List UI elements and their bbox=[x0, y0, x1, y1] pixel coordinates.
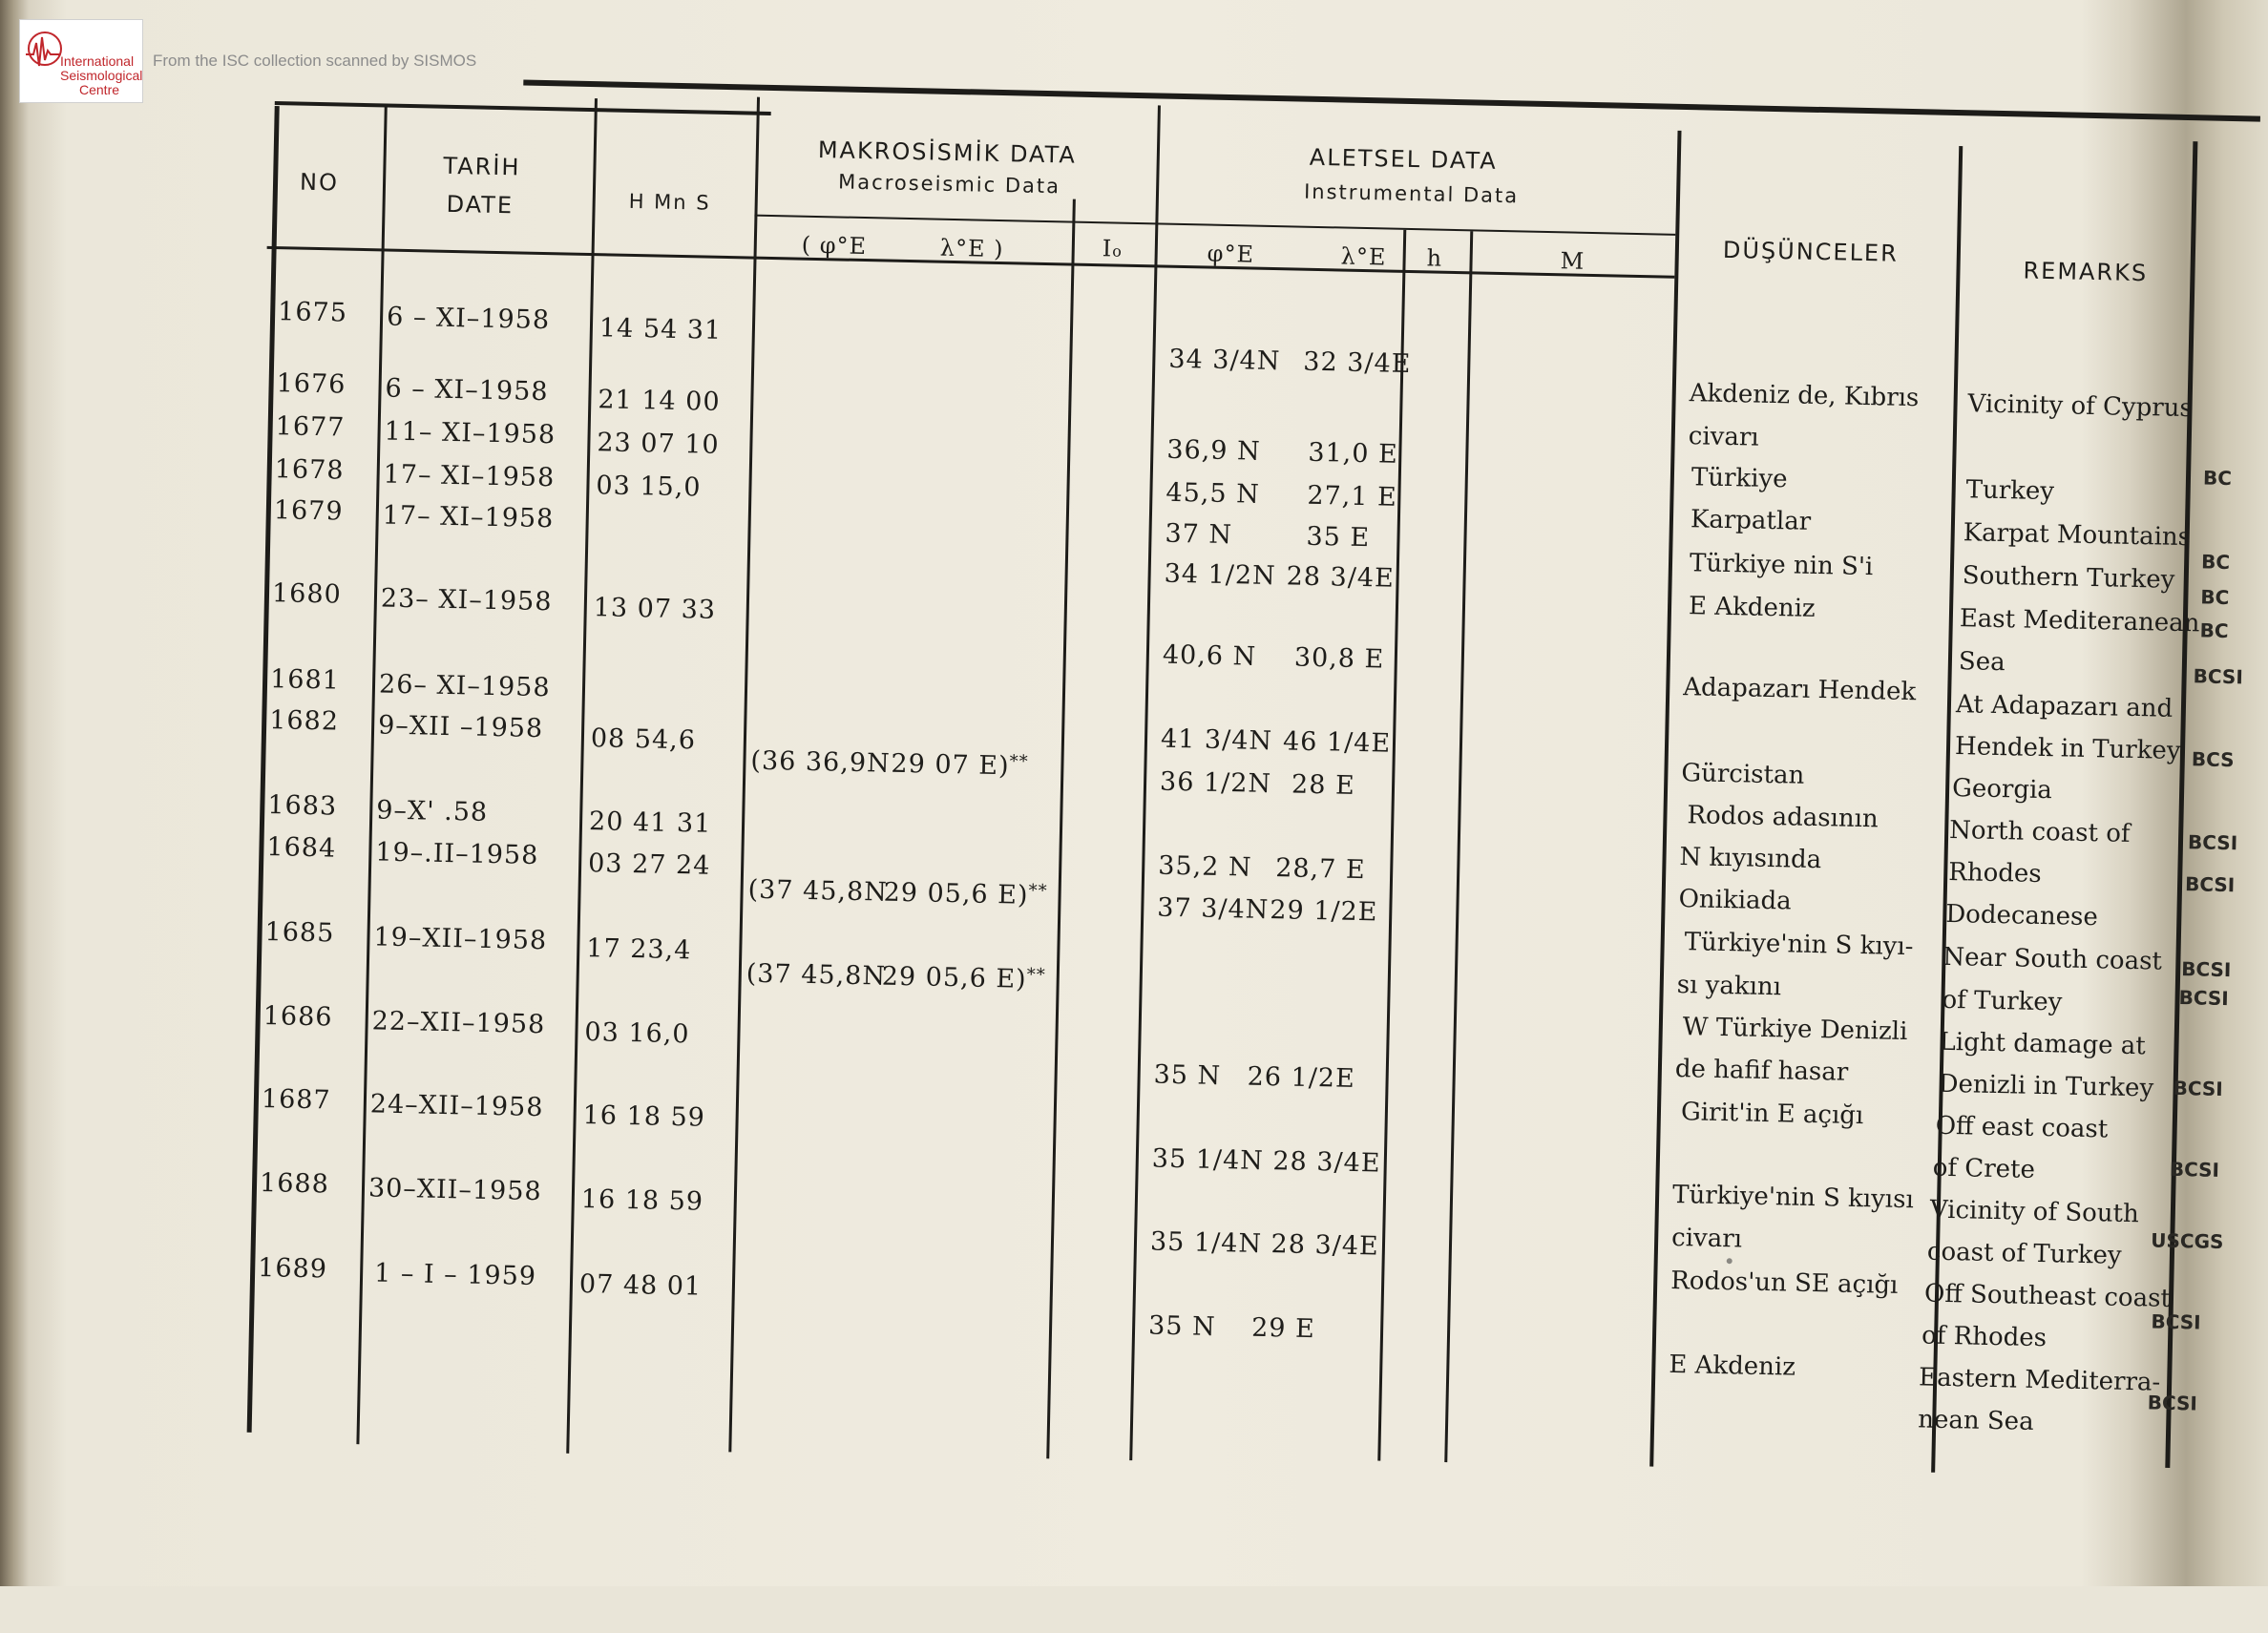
header-inst-lon: λ°E bbox=[1340, 242, 1387, 271]
inst-lat: 37 3/4N bbox=[1157, 892, 1270, 926]
cell-date: 24–XII–1958 bbox=[369, 1089, 544, 1123]
cell-time: 16 18 59 bbox=[582, 1100, 706, 1133]
dusunceler-line: Karpatlar bbox=[1690, 505, 1812, 536]
cell-date: 26– XI–1958 bbox=[378, 669, 551, 703]
cell-time: 17 23,4 bbox=[586, 933, 692, 966]
col-rule-io bbox=[1046, 199, 1076, 1459]
inst-lat: 35 N bbox=[1147, 1310, 1217, 1342]
cell-time: 14 54 31 bbox=[598, 313, 723, 345]
dusunceler-line: N kıyısında bbox=[1679, 843, 1822, 875]
cell-date: 17– XI–1958 bbox=[383, 459, 556, 493]
remarks-line: Near South coast bbox=[1942, 942, 2163, 976]
header-remarks: REMARKS bbox=[2023, 257, 2149, 287]
header-time: H Mn S bbox=[628, 189, 711, 215]
inst-lat: 36,9 N bbox=[1166, 434, 1262, 467]
inst-lon: 28 3/4E bbox=[1286, 561, 1396, 594]
col-rule-h bbox=[1377, 230, 1406, 1461]
source-code: BCSI bbox=[2187, 830, 2238, 855]
source-code: BCSI bbox=[2151, 1309, 2201, 1334]
inst-lat: 35 N bbox=[1153, 1059, 1222, 1092]
remarks-line: nean Sea bbox=[1917, 1405, 2034, 1436]
header-macro-lon: λ°E ) bbox=[939, 234, 1004, 263]
cell-no: 1687 bbox=[261, 1083, 331, 1116]
remarks-line: Southern Turkey bbox=[1962, 561, 2175, 595]
cell-date: 11– XI–1958 bbox=[384, 416, 556, 450]
inst-lat: 35,2 N bbox=[1157, 850, 1252, 883]
cell-time: 03 15,0 bbox=[596, 471, 702, 503]
dusunceler-line: W Türkiye Denizli bbox=[1682, 1013, 1908, 1047]
cell-date: 9–X' .58 bbox=[375, 795, 489, 827]
cell-date: 19–.II–1958 bbox=[375, 837, 539, 871]
macro-lon: 29 05,6 E)** bbox=[883, 877, 1048, 911]
dusunceler-line: Türkiye'nin S kıyı- bbox=[1684, 928, 1914, 962]
cell-date: 23– XI–1958 bbox=[380, 583, 553, 618]
scan-source-note: From the ISC collection scanned by SISMOS bbox=[153, 52, 477, 70]
table-top-rule-left bbox=[275, 101, 771, 115]
header-io: Io bbox=[1102, 235, 1124, 262]
remarks-line: Turkey bbox=[1965, 475, 2055, 507]
cell-time: 03 27 24 bbox=[587, 848, 711, 881]
dusunceler-line: Adapazarı Hendek bbox=[1682, 673, 1917, 707]
inst-lon: 30,8 E bbox=[1293, 642, 1385, 675]
inst-lon: 29 E bbox=[1250, 1312, 1316, 1345]
dusunceler-line: civarı bbox=[1688, 422, 1759, 452]
cell-no: 1688 bbox=[259, 1167, 330, 1200]
source-code: BCSI bbox=[2193, 664, 2244, 689]
remarks-line: Off east coast bbox=[1935, 1111, 2109, 1144]
remarks-line: Off Southeast coast bbox=[1923, 1279, 2172, 1313]
inst-lon: 28 E bbox=[1291, 769, 1356, 801]
inst-lat: 34 3/4N bbox=[1168, 344, 1281, 377]
cell-no: 1689 bbox=[257, 1252, 328, 1285]
remarks-line: Hendek in Turkey bbox=[1954, 732, 2181, 766]
macro-lat: (37 45,8N bbox=[747, 874, 889, 908]
scan-speck bbox=[1727, 1258, 1732, 1264]
inst-lon: 27,1 E bbox=[1307, 480, 1398, 513]
dusunceler-line: civarı bbox=[1670, 1223, 1743, 1254]
cell-no: 1676 bbox=[276, 368, 346, 400]
col-rule-remarks bbox=[1931, 146, 1963, 1473]
source-code: BCSI bbox=[2178, 986, 2229, 1011]
header-dusunceler: DÜŞÜNCELER bbox=[1722, 236, 1900, 267]
inst-lat: 35 1/4N 28 3/4E bbox=[1149, 1226, 1379, 1262]
cell-no: 1681 bbox=[269, 664, 341, 696]
inst-lat: 45,5 N bbox=[1166, 477, 1261, 510]
remarks-line: East Mediteranean bbox=[1959, 604, 2200, 639]
cell-time: 23 07 10 bbox=[597, 428, 720, 460]
remarks-line: At Adapazarı and bbox=[1955, 690, 2174, 723]
inst-lat: 37 N bbox=[1165, 518, 1233, 551]
cell-no: 1685 bbox=[264, 917, 335, 949]
inst-lon: 28,7 E bbox=[1274, 853, 1366, 886]
dusunceler-line: Rodos'un SE açığı bbox=[1670, 1266, 1899, 1300]
remarks-line: of Turkey bbox=[1942, 985, 2063, 1017]
header-macro-en: Macroseismic Data bbox=[837, 170, 1061, 199]
dusunceler-line: Onikiada bbox=[1678, 885, 1793, 916]
header-h: h bbox=[1426, 244, 1443, 272]
remarks-line: Eastern Mediterra- bbox=[1918, 1363, 2161, 1397]
col-rule-source bbox=[2165, 141, 2197, 1468]
cell-date: 19–XII–1958 bbox=[373, 922, 548, 956]
source-code: BCSI bbox=[2169, 1157, 2220, 1182]
inst-lon: 32 3/4E bbox=[1303, 346, 1412, 380]
source-code: BCSI bbox=[2147, 1391, 2198, 1415]
header-date-en: DATE bbox=[446, 190, 514, 220]
remarks-line: of Crete bbox=[1932, 1153, 2036, 1184]
source-code: USCGS bbox=[2151, 1228, 2224, 1254]
source-code: BC bbox=[2202, 466, 2233, 491]
inst-lat: 35 1/4N 28 3/4E bbox=[1151, 1143, 1381, 1179]
cell-date: 17– XI–1958 bbox=[382, 500, 555, 534]
header-inst-lat: φ°E bbox=[1207, 240, 1255, 268]
cell-no: 1677 bbox=[275, 411, 346, 443]
cell-date: 30–XII–1958 bbox=[368, 1173, 542, 1207]
cell-time: 03 16,0 bbox=[584, 1017, 690, 1050]
source-code: BCSI bbox=[2184, 872, 2236, 897]
dusunceler-line: Akdeniz de, Kıbrıs bbox=[1689, 379, 1920, 413]
inst-lon: 35 E bbox=[1306, 521, 1371, 554]
cell-time: 08 54,6 bbox=[590, 723, 697, 756]
remarks-line: North coast of bbox=[1948, 815, 2131, 848]
remarks-line: Vicinity of South bbox=[1929, 1195, 2140, 1229]
dusunceler-line: sı yakını bbox=[1676, 971, 1782, 1002]
header-inst-tr: ALETSEL DATA bbox=[1309, 143, 1498, 175]
remarks-line: of Rhodes bbox=[1921, 1321, 2048, 1353]
dusunceler-line: Gürcistan bbox=[1681, 759, 1805, 790]
header-macro-tr: MAKROSİSMİK DATA bbox=[817, 136, 1078, 169]
remarks-line: Light damage at bbox=[1939, 1027, 2147, 1061]
header-date-tr: TARİH bbox=[443, 152, 521, 181]
header-m: M bbox=[1560, 247, 1586, 275]
header-macro-lat: ( φ°E bbox=[801, 231, 868, 261]
inst-lat: 34 1/2N bbox=[1164, 558, 1277, 592]
inst-lon: 26 1/2E bbox=[1247, 1061, 1356, 1094]
cell-time: 07 48 01 bbox=[578, 1269, 703, 1302]
header-no: NO bbox=[299, 168, 340, 197]
logo-text: International Seismological Centre bbox=[60, 53, 143, 97]
remarks-line: Denizli in Turkey bbox=[1938, 1069, 2154, 1103]
remarks-line: Dodecanese bbox=[1945, 899, 2099, 932]
dusunceler-line: Girit'in E açığı bbox=[1680, 1098, 1864, 1131]
dusunceler-line: Türkiye'nin S kıyısı bbox=[1671, 1180, 1915, 1215]
dusunceler-line: E Akdeniz bbox=[1669, 1350, 1796, 1382]
cell-time: 20 41 31 bbox=[588, 806, 712, 839]
cell-date: 6 – XI–1958 bbox=[385, 373, 549, 408]
table-top-rule bbox=[523, 80, 2260, 122]
dusunceler-line: Rodos adasının bbox=[1687, 801, 1880, 834]
cell-no: 1682 bbox=[268, 705, 340, 737]
header-inst-en: Instrumental Data bbox=[1303, 179, 1520, 208]
source-code: BCS bbox=[2191, 747, 2235, 772]
cell-date: 22–XII–1958 bbox=[371, 1006, 546, 1040]
remarks-line: Georgia bbox=[1951, 774, 2053, 806]
inst-lat: 41 3/4N bbox=[1160, 723, 1273, 757]
source-code: BC bbox=[2199, 618, 2229, 643]
cell-no: 1675 bbox=[277, 297, 348, 328]
dusunceler-line: E Akdeniz bbox=[1688, 592, 1816, 623]
remarks-line: Sea bbox=[1958, 647, 2006, 678]
cell-no: 1680 bbox=[271, 578, 343, 610]
source-code: BC bbox=[2200, 585, 2230, 610]
remarks-line: coast of Turkey bbox=[1926, 1237, 2122, 1270]
inst-lat: 36 1/2N bbox=[1159, 766, 1272, 800]
macro-lat: (36 36,9N bbox=[750, 745, 891, 779]
cell-no: 1683 bbox=[267, 790, 338, 822]
inst-lon: 46 1/4E bbox=[1282, 726, 1392, 759]
cell-time: 13 07 33 bbox=[593, 593, 717, 625]
cell-no: 1678 bbox=[274, 454, 345, 486]
cell-no: 1684 bbox=[266, 832, 337, 864]
col-rule-time bbox=[566, 98, 598, 1454]
source-code: BCSI bbox=[2180, 957, 2232, 982]
source-code: BCSI bbox=[2173, 1076, 2224, 1101]
remarks-line: Vicinity of Cyprus bbox=[1967, 389, 2194, 424]
macro-lat: (37 45,8N bbox=[746, 958, 887, 992]
cell-no: 1679 bbox=[273, 495, 344, 527]
cell-date: 1 – I – 1959 bbox=[373, 1258, 537, 1292]
cell-time: 21 14 00 bbox=[598, 385, 721, 417]
col-rule-m bbox=[1444, 231, 1473, 1462]
dusunceler-line: de hafif hasar bbox=[1674, 1055, 1849, 1087]
inst-lat: 40,6 N bbox=[1162, 639, 1257, 672]
col-rule-date bbox=[356, 103, 387, 1444]
cell-time: 16 18 59 bbox=[580, 1184, 704, 1217]
dusunceler-line: Türkiye bbox=[1690, 463, 1788, 494]
source-code: BC bbox=[2200, 550, 2231, 575]
macro-lon: 29 05,6 E)** bbox=[881, 961, 1046, 994]
cell-date: 9–XII –1958 bbox=[377, 710, 544, 744]
dusunceler-line: Türkiye nin S'i bbox=[1689, 549, 1874, 582]
inst-lon: 29 1/2E bbox=[1269, 895, 1378, 928]
cell-date: 6 – XI–1958 bbox=[386, 302, 551, 336]
col-rule-no bbox=[247, 106, 280, 1433]
subheader-rule bbox=[754, 215, 1675, 236]
macro-lon: 29 07 E)** bbox=[891, 748, 1029, 782]
remarks-line: Karpat Mountains bbox=[1963, 518, 2192, 553]
inst-lon: 31,0 E bbox=[1308, 437, 1399, 470]
col-rule-inst bbox=[1129, 105, 1161, 1460]
cell-no: 1686 bbox=[262, 1001, 333, 1033]
remarks-line: Rhodes bbox=[1947, 857, 2042, 889]
